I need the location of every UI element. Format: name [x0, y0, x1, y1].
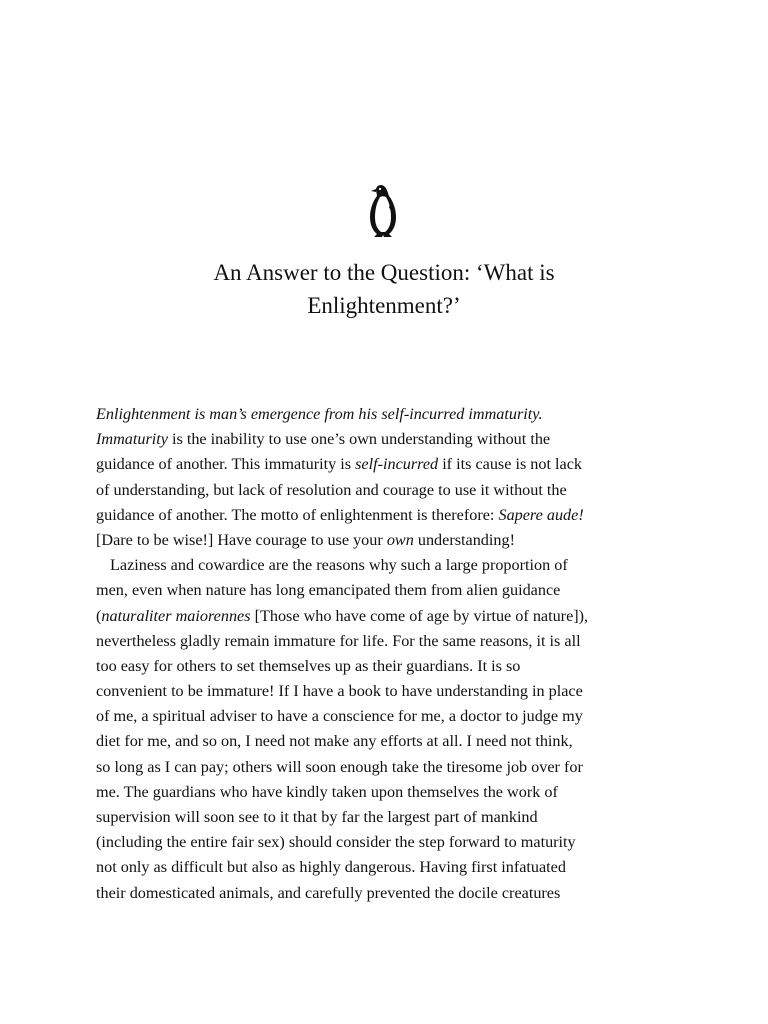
- text-segment: guidance of another. This immaturity is: [96, 455, 356, 474]
- text-segment: men, even when nature has long emancipated them from alien guidance: [96, 581, 561, 600]
- text-segment: of understanding, but lack of resolution and courage to use it without the: [96, 480, 567, 499]
- text-segment: not only as difficult but also as highly dangerous. Having first infatuated: [96, 858, 566, 877]
- text-segment: (including the entire fair sex) should consider the step forward to maturity: [96, 833, 576, 852]
- text-line: [96, 528, 656, 553]
- text-line: [96, 755, 656, 780]
- text-line: [96, 654, 656, 679]
- text-line: [96, 427, 656, 452]
- chapter-title-line-2: Enlightenment?’: [307, 293, 461, 318]
- text-line: [96, 805, 656, 830]
- text-segment: of me, a spiritual adviser to have a conscience for me, a doctor to judge my: [96, 707, 583, 726]
- text-segment: understanding!: [413, 530, 515, 549]
- text-line: [96, 452, 656, 477]
- text-line: [96, 578, 656, 603]
- text-segment: (: [96, 606, 102, 625]
- italic-text: naturaliter maiorennes: [101, 606, 251, 625]
- text-line: [96, 604, 656, 629]
- italic-text: own: [386, 530, 414, 549]
- text-segment: so long as I can pay; others will soon enough take the tiresome job over for: [96, 757, 583, 776]
- text-segment: Laziness and cowardice are the reasons why such a large proportion of: [110, 556, 568, 575]
- text-segment: [Those who have come of age by virtue of nature]),: [250, 606, 589, 625]
- text-line: [96, 729, 656, 754]
- text-line: [96, 402, 656, 427]
- text-line: [96, 704, 656, 729]
- body-text: [96, 402, 656, 906]
- text-segment: supervision will soon see to it that by far the largest part of mankind: [96, 808, 538, 826]
- text-line: [96, 855, 656, 880]
- text-line: [96, 478, 656, 503]
- chapter-title-line-1: An Answer to the Question: ‘What is: [213, 260, 555, 285]
- text-line: [96, 881, 656, 906]
- text-line: [96, 679, 656, 704]
- italic-text: Immaturity: [96, 430, 168, 449]
- text-segment: me. The guardians who have kindly taken upon themselves the work of: [96, 782, 558, 801]
- text-segment: if its cause is not lack: [438, 455, 582, 474]
- text-line: [96, 503, 656, 528]
- text-segment: guidance of another. The motto of enlightenment is therefore:: [96, 505, 499, 524]
- text-segment: nevertheless gladly remain immature for life. For the same reasons, it is all: [96, 631, 581, 650]
- text-segment: is the inability to use one’s own understanding without the: [167, 430, 551, 449]
- text-line: [96, 553, 656, 578]
- penguin-icon: [366, 181, 400, 239]
- text-segment: too easy for others to set themselves up as their guardians. It is so: [96, 656, 521, 675]
- italic-text: Sapere aude!: [498, 505, 584, 524]
- text-segment: convenient to be immature! If I have a book to have understanding in place: [96, 682, 583, 701]
- text-segment: their domesticated animals, and carefully prevented the docile creatures: [96, 883, 561, 902]
- text-line: [96, 780, 656, 805]
- text-line: [96, 629, 656, 654]
- italic-text: self-incurred: [355, 455, 439, 474]
- chapter-title: [84, 256, 684, 322]
- text-segment: [Dare to be wise!] Have courage to use your: [96, 530, 387, 549]
- text-line: [96, 830, 656, 855]
- text-segment: diet for me, and so on, I need not make any efforts at all. I need not think,: [96, 732, 573, 751]
- italic-text: Enlightenment is man’s emergence from his self-incurred immaturity.: [96, 405, 543, 423]
